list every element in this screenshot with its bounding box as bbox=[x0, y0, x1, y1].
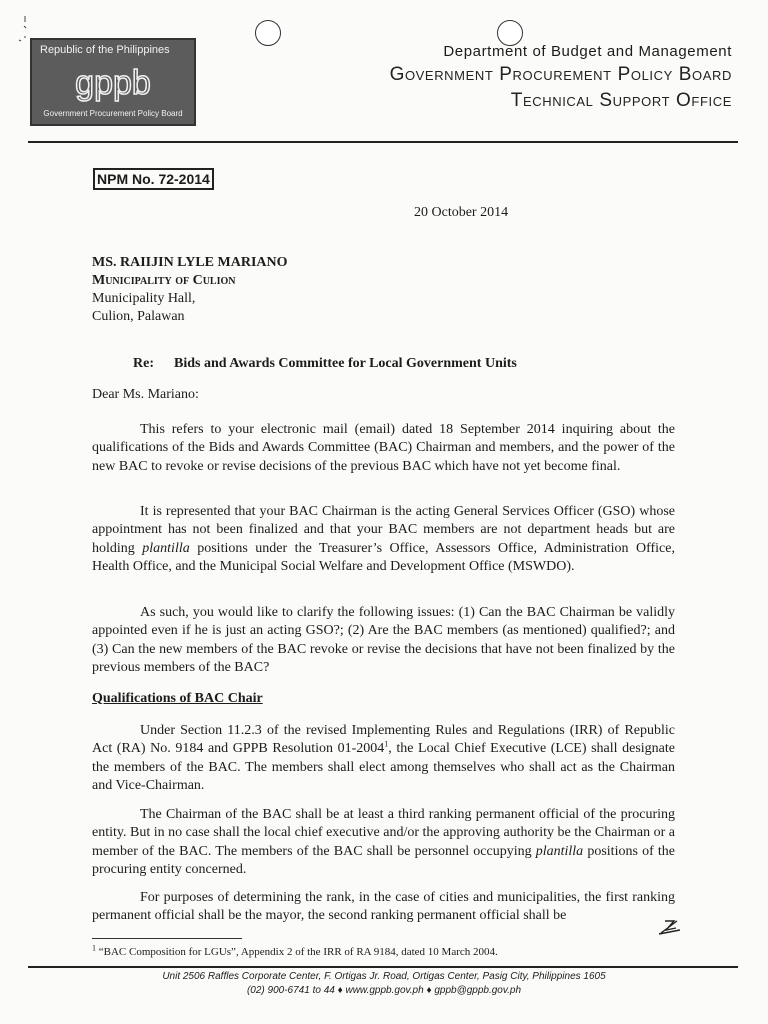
footnote-marker: 1 bbox=[92, 943, 96, 953]
subject-line bbox=[133, 356, 517, 372]
punch-hole-left bbox=[255, 20, 281, 46]
paragraph-3: As such, you would like to clarify the following issues: (1) Can the BAC Chairman be validly appointed even if he is just an acting GSO?; (2) Are the BAC members (as mentioned) qualified?; and (3) Can the new members of the BAC revoke or revise the decisions that have not been finalized by the previous members of the BAC? bbox=[92, 605, 675, 676]
office-name: Technical Support Office bbox=[510, 90, 732, 111]
letter-date: 20 October 2014 bbox=[414, 205, 509, 220]
footer-address: Unit 2506 Raffles Corporate Center, F. Ortigas Jr. Road, Ortigas Center, Pasig City, Philippines 1605 bbox=[162, 971, 606, 982]
footnote-text: “BAC Composition for LGUs”, Appendix 2 of the IRR of RA 9184, dated 10 March 2004. bbox=[96, 946, 498, 958]
recipient-municipality: Municipality of Culion bbox=[92, 273, 236, 288]
emphasis-text: plantilla bbox=[142, 540, 190, 556]
recipient-address bbox=[92, 254, 288, 326]
recipient-name: MS. RAIIJIN LYLE MARIANO bbox=[92, 255, 288, 270]
footer-contact: (02) 900-6741 to 44 ♦ www.gppb.gov.ph ♦ gppb@gppb.gov.ph bbox=[246, 985, 522, 996]
footer-divider bbox=[28, 966, 738, 968]
subject-label: Re: bbox=[133, 356, 154, 371]
footnote bbox=[92, 943, 498, 958]
initials-mark bbox=[656, 916, 682, 936]
scan-speck-marks bbox=[16, 14, 30, 54]
paragraph-text: It is represented that your BAC Chairman is the acting General Services Officer (GSO) whose appointment has not been finalized and that your BAC members are not department heads but are holding bbox=[92, 504, 675, 556]
subject-text: Bids and Awards Committee for Local Government Units bbox=[174, 356, 517, 371]
paragraph-text: positions under the Treasurer’s Office, Assessors Office, Administration Office, Health Office, and the Municipal Social Welfare and Development Office (MSWDO). bbox=[92, 540, 675, 575]
emphasis-text: plantilla bbox=[535, 843, 584, 859]
recipient-address-line: Municipality Hall, bbox=[92, 291, 196, 306]
recipient-address-line: Culion, Palawan bbox=[92, 309, 185, 324]
paragraph-2 bbox=[92, 503, 675, 577]
paragraph-text: The Chairman of the BAC shall be at least a third ranking permanent official of the procuring entity. But in no case shall the local chief executive and/or the approving authority be the Chairman or a member of the BAC. The members of the BAC shall be personnel occupying bbox=[92, 807, 675, 859]
paragraph-text: , the Local Chief Executive (LCE) shall designate the members of the BAC. The members shall elect among themselves who shall act as the Chairman and Vice-Chairman. bbox=[92, 741, 675, 794]
gppb-logo bbox=[30, 38, 196, 126]
section-heading: Qualifications of BAC Chair bbox=[92, 691, 263, 706]
paragraph-4 bbox=[92, 722, 675, 796]
board-name: Government Procurement Policy Board bbox=[389, 64, 732, 85]
paragraph-6: For purposes of determining the rank, in the case of cities and municipalities, the first ranking permanent official shall be the mayor, the second ranking permanent official shall be bbox=[92, 890, 675, 924]
department-name: Department of Budget and Management bbox=[443, 43, 732, 60]
paragraph-text: Under Section 11.2.3 of the revised Implementing Rules and Regulations (IRR) of Republic Act (RA) No. 9184 and GPPB Resolution 01-2004 bbox=[92, 723, 675, 757]
paragraph-5 bbox=[92, 806, 675, 880]
footnote-ref: 1 bbox=[384, 739, 389, 749]
header-divider bbox=[28, 141, 738, 143]
npm-number: NPM No. 72-2014 bbox=[93, 168, 214, 190]
paragraph-text: positions of the procuring entity concerned. bbox=[92, 843, 675, 878]
logo-country-text: Republic of the Philippines bbox=[40, 44, 170, 56]
salutation: Dear Ms. Mariano: bbox=[92, 387, 199, 402]
logo-agency-text: Government Procurement Policy Board bbox=[43, 109, 183, 118]
paragraph-1: This refers to your electronic mail (email) dated 18 September 2014 inquiring about the qualifications of the Bids and Awards Committee (BAC) Chairman and members, and the power of the new BAC to revoke or revise decisions of the previous BAC which have not yet become final. bbox=[92, 422, 675, 474]
footnote-divider bbox=[92, 938, 242, 939]
logo-mark: gppb bbox=[75, 64, 151, 102]
